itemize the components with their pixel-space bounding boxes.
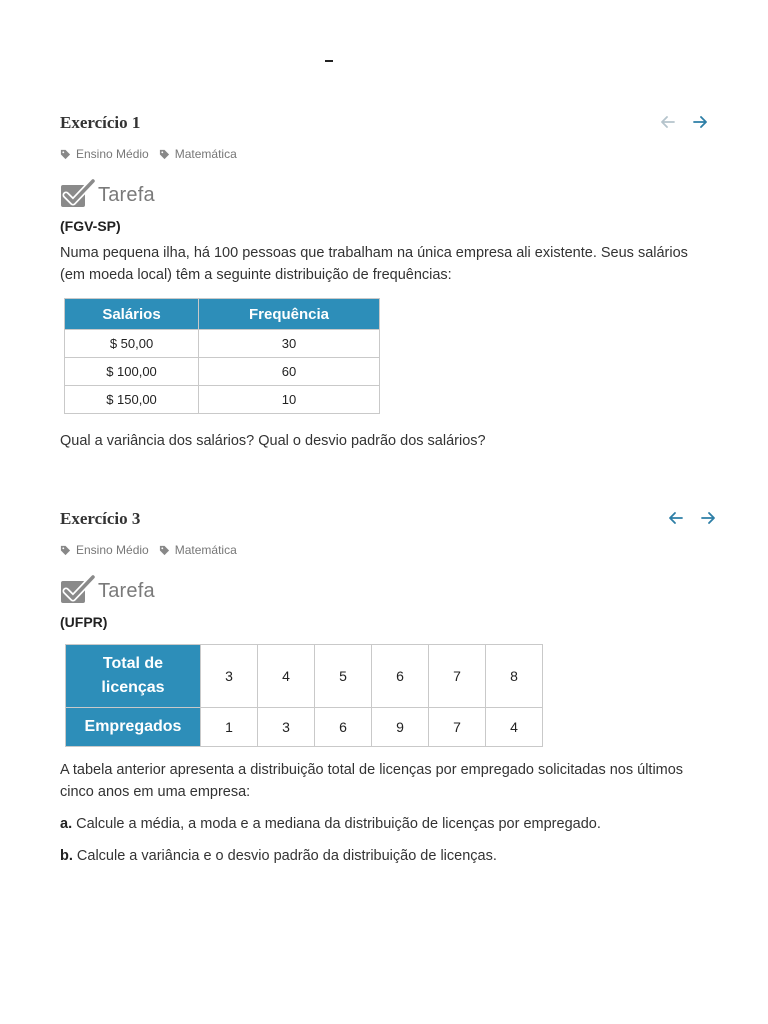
table-row	[65, 386, 380, 414]
exercise-nav	[658, 112, 710, 132]
licenses-table	[65, 644, 543, 747]
item-marker: a.	[60, 816, 73, 832]
table-cell: 6	[315, 708, 372, 747]
exercise-item-b	[60, 845, 710, 867]
item-marker: b.	[60, 848, 73, 864]
exercise-1	[60, 112, 710, 452]
arrow-right-icon[interactable]	[690, 112, 710, 132]
page-marker	[325, 60, 333, 62]
table-cell: $ 150,00	[65, 386, 199, 414]
table-header-row	[65, 299, 380, 330]
salary-frequency-table	[64, 298, 380, 414]
table-cell: 10	[199, 386, 380, 414]
table-cell: 5	[315, 645, 372, 708]
exercise-3	[60, 508, 710, 867]
arrow-left-icon[interactable]	[666, 508, 686, 528]
table-cell: 3	[258, 708, 315, 747]
table-cell: 30	[199, 330, 380, 358]
tag-label: Matemática	[174, 147, 237, 161]
arrow-right-icon[interactable]	[698, 508, 718, 528]
exercise-statement: A tabela anterior apresenta a distribuição total de licenças por empregado solicitadas nos últimos cinco anos em uma empresa:	[60, 762, 684, 800]
table-row	[66, 708, 543, 747]
tag-list	[60, 542, 710, 558]
table-cell: 6	[372, 645, 429, 708]
table-cell: 60	[199, 358, 380, 386]
table-cell: 4	[486, 708, 543, 747]
table-row	[65, 330, 380, 358]
table-cell: $ 50,00	[65, 330, 199, 358]
tag-list	[60, 146, 710, 162]
tarefa-badge	[60, 574, 710, 608]
tag-matematica[interactable]	[159, 543, 237, 557]
table-cell: $ 100,00	[65, 358, 199, 386]
exercise-question: Qual a variância dos salários? Qual o desvio padrão dos salários?	[60, 433, 486, 449]
arrow-left-icon[interactable]	[658, 112, 678, 132]
tarefa-label: Tarefa	[98, 183, 155, 206]
item-text: Calcule a variância e o desvio padrão da distribuição de licenças.	[76, 848, 497, 864]
exercise-title: Exercício 3	[60, 509, 141, 528]
exercise-source: (FGV-SP)	[60, 218, 121, 234]
exercise-item-a	[60, 813, 710, 835]
tag-label: Ensino Médio	[76, 147, 149, 161]
tag-matematica[interactable]	[159, 147, 237, 161]
table-row	[65, 358, 380, 386]
tag-ensino-medio[interactable]	[60, 147, 149, 161]
table-cell: 3	[201, 645, 258, 708]
tag-icon	[159, 545, 170, 556]
table-header: Total de licenças	[66, 645, 201, 708]
tag-ensino-medio[interactable]	[60, 543, 149, 557]
table-cell: 7	[429, 645, 486, 708]
tag-icon	[159, 149, 170, 160]
tarefa-badge	[60, 178, 710, 212]
checkmark-box-icon	[60, 575, 96, 607]
item-text: Calcule a média, a moda e a mediana da distribuição de licenças por empregado.	[76, 816, 601, 832]
tag-label: Ensino Médio	[76, 543, 149, 557]
exercise-nav	[666, 508, 718, 528]
exercise-source: (UFPR)	[60, 614, 108, 630]
table-header: Frequência	[199, 299, 380, 330]
table-cell: 7	[429, 708, 486, 747]
tag-icon	[60, 545, 71, 556]
table-header: Empregados	[66, 708, 201, 747]
table-cell: 8	[486, 645, 543, 708]
table-row	[66, 645, 543, 708]
checkmark-box-icon	[60, 179, 96, 211]
table-cell: 4	[258, 645, 315, 708]
tag-label: Matemática	[174, 543, 237, 557]
table-header: Salários	[65, 299, 199, 330]
tarefa-label: Tarefa	[98, 579, 155, 602]
tag-icon	[60, 149, 71, 160]
exercise-title: Exercício 1	[60, 113, 141, 132]
exercise-statement: Numa pequena ilha, há 100 pessoas que trabalham na única empresa ali existente. Seus salários (em moeda local) têm a seguinte distribuição de frequências:	[60, 245, 688, 283]
table-cell: 1	[201, 708, 258, 747]
table-cell: 9	[372, 708, 429, 747]
